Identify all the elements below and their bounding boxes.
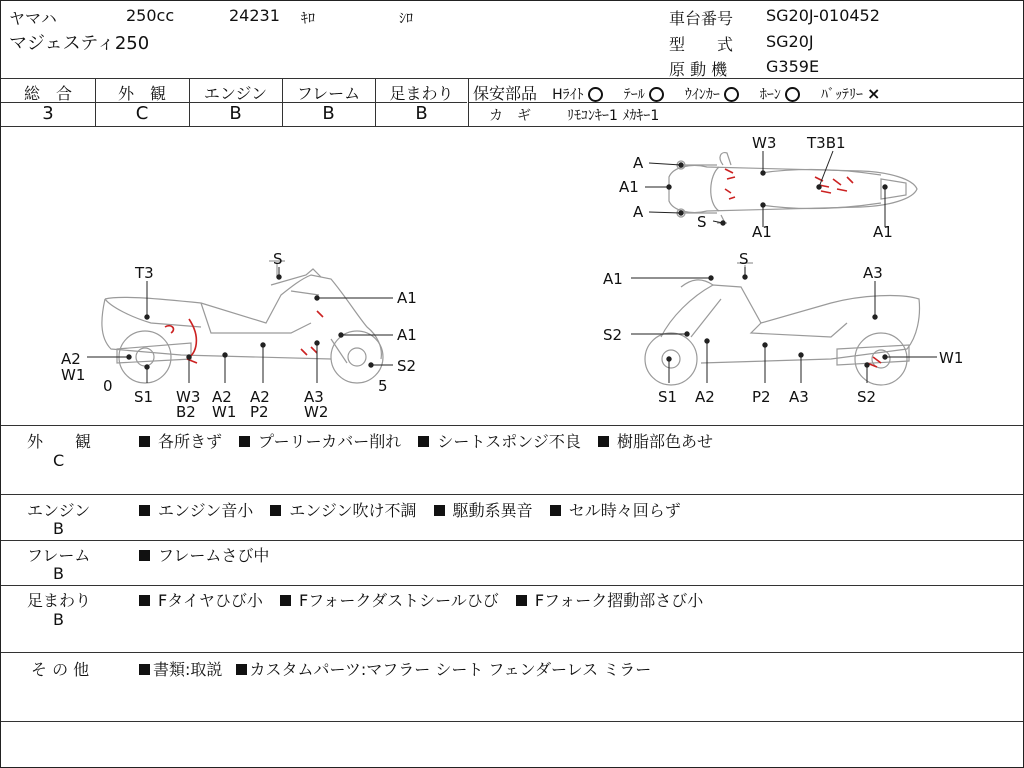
bullet-square-icon	[418, 436, 429, 447]
ok-circle-icon	[649, 87, 664, 102]
diagram-label: A1	[397, 289, 417, 307]
frame-no: SG20J-010452	[766, 6, 880, 25]
remark-item: Fフォーク摺動部さび小	[534, 591, 704, 610]
remark-item: フレームさび中	[158, 546, 270, 565]
divider	[1, 585, 1023, 586]
diagram-label: 5	[378, 377, 388, 395]
remark-item: 書類:取説	[153, 660, 223, 679]
bullet-square-icon	[516, 595, 527, 606]
grade-frame: B	[322, 103, 335, 124]
diagram-label: T3	[135, 264, 154, 282]
grade-label-suspension: 足まわり	[389, 84, 454, 103]
diagram-label: S1	[134, 388, 154, 406]
ok-circle-icon	[724, 87, 739, 102]
remark-item: Fタイヤひび小	[158, 591, 263, 610]
diagram-label: A	[633, 154, 644, 172]
remark-item: エンジン音小	[158, 501, 254, 520]
displacement: 250cc	[126, 6, 175, 25]
diagram-label: S	[273, 250, 283, 268]
diagram-label: W1	[212, 403, 237, 421]
diagram-label: S	[739, 250, 749, 268]
diagram-label: W2	[304, 403, 329, 421]
diagram-label: A1	[752, 223, 772, 241]
remark-items-engine	[139, 498, 693, 521]
bullet-square-icon	[139, 436, 150, 447]
divider	[1, 652, 1023, 653]
diagram-label: A3	[789, 388, 809, 406]
damage-diagram	[1, 127, 1023, 423]
body-color: ｼﾛ	[399, 11, 413, 27]
remark-item: シートスポンジ不良	[437, 432, 581, 451]
diagram-label: B2	[176, 403, 196, 421]
frame-no-label: 車台番号	[669, 9, 734, 28]
remark-item: Fフォークダストシールひび	[298, 591, 499, 610]
diagram-label: W1	[61, 366, 86, 384]
remark-items-exterior	[139, 429, 725, 452]
diagram-label: A3	[304, 388, 324, 406]
remark-label-other: そ の 他	[31, 660, 90, 679]
divider	[1, 721, 1023, 722]
bullet-square-icon	[598, 436, 609, 447]
bullet-square-icon	[550, 505, 561, 516]
diagram-label: W3	[176, 388, 201, 406]
diagram-label: A1	[619, 178, 639, 196]
bullet-square-icon	[236, 664, 247, 675]
divider	[1, 494, 1023, 495]
diagram-label: A2	[61, 350, 81, 368]
remark-grade-exterior: C	[53, 451, 65, 470]
diagram-label: W3	[752, 134, 777, 152]
ok-circle-icon	[785, 87, 800, 102]
remark-grade-frame: B	[53, 564, 64, 583]
diagram-label: T3B1	[807, 134, 846, 152]
diagram-label: S2	[397, 357, 417, 375]
safety-parts-title: 保安部品	[473, 84, 538, 103]
key-value: ﾘﾓｺﾝｷｰ1 ﾒｶｷｰ1	[567, 108, 660, 124]
diagram-label: 0	[103, 377, 113, 395]
bullet-square-icon	[270, 505, 281, 516]
remark-grade-suspension: B	[53, 610, 64, 629]
bullet-square-icon	[139, 595, 150, 606]
divider	[1, 425, 1023, 426]
remark-label-suspension: 足まわり	[27, 591, 92, 610]
horn-label: ﾎｰﾝ	[759, 87, 781, 103]
remark-items-frame	[139, 543, 281, 566]
diagram-label: A1	[873, 223, 893, 241]
diagram-label: A3	[863, 264, 883, 282]
taillight-label: ﾃｰﾙ	[623, 87, 645, 103]
maker: ヤマハ	[9, 9, 57, 28]
engine-model-label: 原 動 機	[669, 60, 728, 79]
diagram-label: S	[697, 213, 707, 231]
remark-item: 各所きず	[158, 432, 223, 451]
grade-engine: B	[229, 103, 242, 124]
diagram-label: A2	[212, 388, 232, 406]
grade-label-exterior: 外 観	[117, 84, 166, 103]
diagram-label: A1	[397, 326, 417, 344]
divider	[1, 78, 1023, 79]
bullet-square-icon	[139, 550, 150, 561]
type-value: SG20J	[766, 32, 814, 51]
diagram-label: A2	[250, 388, 270, 406]
type-label: 型 式	[669, 35, 734, 54]
remark-label-exterior: 外 観	[27, 432, 92, 451]
model-name: マジェスティ250	[9, 33, 150, 54]
remark-label-engine: エンジン	[27, 501, 91, 520]
grade-label-overall: 総 合	[23, 84, 72, 103]
remark-items-suspension	[139, 588, 715, 611]
divider	[1, 540, 1023, 541]
ok-circle-icon	[588, 87, 603, 102]
diagram-label: A1	[603, 270, 623, 288]
diagram-label: A	[633, 203, 644, 221]
key-label: カ ギ	[489, 108, 531, 124]
engine-model: G359E	[766, 57, 820, 76]
grade-label-engine: エンジン	[203, 84, 268, 103]
diagram-label: W1	[939, 349, 964, 367]
bullet-square-icon	[139, 505, 150, 516]
remark-item: プーリーカバー削れ	[258, 432, 402, 451]
bullet-square-icon	[239, 436, 250, 447]
remark-item: エンジン吹け不調	[289, 501, 417, 520]
bullet-square-icon	[280, 595, 291, 606]
safety-parts-row	[473, 81, 880, 104]
mileage: 24231	[229, 6, 280, 25]
remark-items-other	[139, 657, 663, 680]
remark-grade-engine: B	[53, 519, 64, 538]
diagram-label: S2	[603, 326, 623, 344]
ng-cross-icon: ×	[867, 84, 881, 103]
diagram-label: S1	[658, 388, 678, 406]
remark-item: 駆動系異音	[452, 501, 533, 520]
grade-label-frame: フレーム	[296, 84, 361, 103]
bullet-square-icon	[434, 505, 445, 516]
remark-item: セル時々回らず	[568, 501, 681, 520]
bullet-square-icon	[139, 664, 150, 675]
divider	[468, 78, 469, 126]
grade-overall: 3	[42, 103, 54, 124]
diagram-label: S2	[857, 388, 877, 406]
remark-label-frame: フレーム	[27, 546, 91, 565]
remark-item: カスタムパーツ:マフラー シート フェンダーレス ミラー	[249, 660, 652, 679]
diagram-label: P2	[250, 403, 269, 421]
grade-suspension: B	[415, 103, 428, 124]
damage-marks	[165, 169, 881, 367]
remark-item: 樹脂部色あせ	[616, 432, 713, 451]
headlight-label: Hﾗｲﾄ	[552, 87, 584, 103]
mileage-unit: ｷﾛ	[301, 11, 315, 27]
grade-exterior: C	[135, 103, 149, 124]
winker-label: ｳｲﾝｶｰ	[684, 87, 720, 103]
diagram-label: P2	[752, 388, 771, 406]
diagram-label: A2	[695, 388, 715, 406]
battery-label: ﾊﾞｯﾃﾘｰ	[821, 87, 864, 103]
